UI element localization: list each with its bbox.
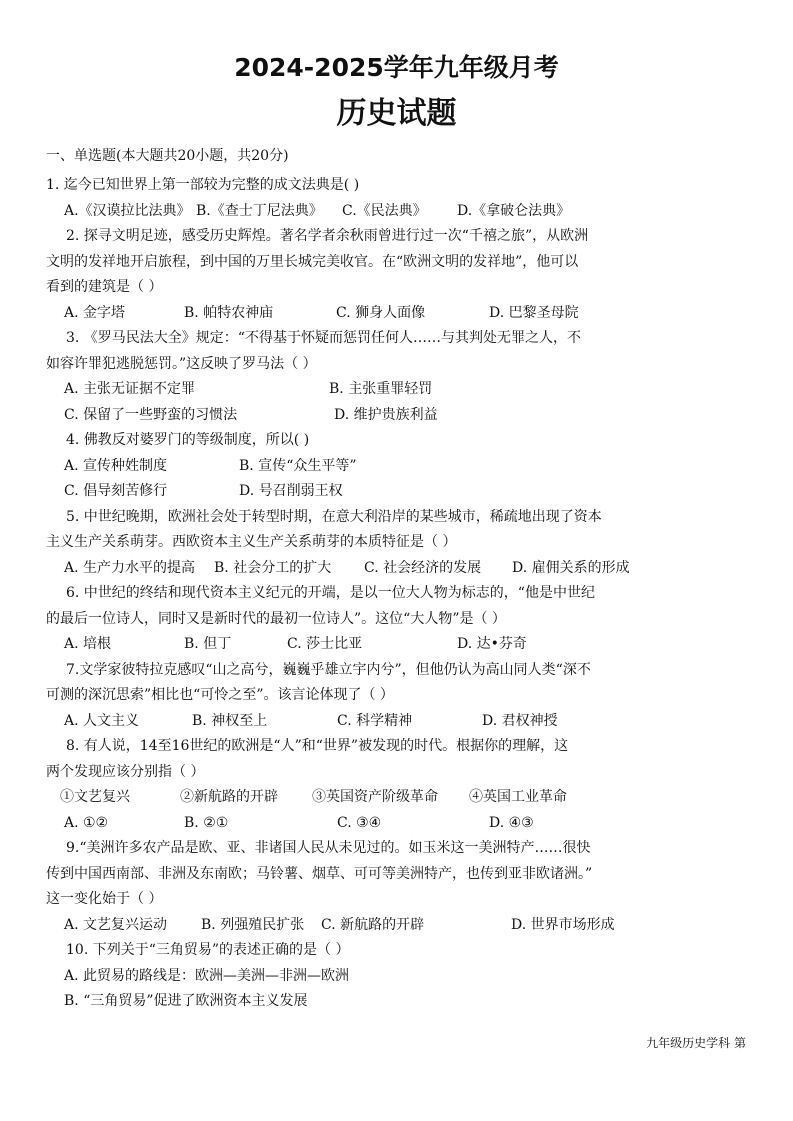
question-list — [46, 173, 746, 1015]
exam-title: 2024-2025学年九年级月考 — [234, 53, 559, 82]
question-stem-line: 5. 中世纪晚期，欧洲社会处于转型时期，在意大利沿岸的某些城市，稀疏地出现了资本 — [66, 508, 602, 525]
question-stem-line: 主义生产关系萌芽。西欧资本主义生产关系萌芽的本质特征是（ ） — [46, 534, 457, 550]
option-b: B. 主张重罪轻罚 — [329, 381, 433, 397]
question-stem-line: 4. 佛教反对婆罗门的等级制度，所以( ) — [66, 432, 310, 448]
question-stem-line: 1. 迄今已知世界上第一部较为完整的成文法典是( ) — [46, 177, 360, 193]
statement-4: ④英国工业革命 — [469, 789, 567, 805]
question-2 — [46, 224, 746, 326]
question-6 — [46, 581, 746, 658]
exam-subtitle: 历史试题 — [336, 96, 457, 131]
option-b: B. 神权至上 — [192, 712, 268, 729]
statement-2: ②新航路的开辟 — [180, 789, 278, 805]
statement-3: ③英国资产阶级革命 — [312, 789, 438, 805]
question-stem-line: 的最后一位诗人，同时又是新时代的最初一位诗人”。这位“大人物”是（ ） — [46, 610, 506, 627]
question-stem-line: 8. 有人说，14至16世纪的欧洲是“人”和“世界”被发现的时代。根据你的理解，这 — [66, 738, 569, 754]
question-5 — [46, 505, 746, 582]
question-stem-line: 9.“美洲许多农产品是欧、亚、非诸国人民从未见过的。如玉米这一美洲特产……很快 — [66, 840, 591, 856]
question-stem-line: 这一变化始于（ ） — [46, 891, 163, 907]
question-stem-line: 10. 下列关于“三角贸易”的表述正确的是（ ） — [66, 942, 350, 958]
option-row — [46, 964, 746, 990]
question-7 — [46, 658, 746, 735]
option-row — [46, 632, 746, 658]
option-d: D. 维护贵族利益 — [334, 406, 438, 423]
option-d: D. 达•芬奇 — [457, 636, 527, 652]
option-b: B. ②① — [184, 814, 229, 831]
question-stem-line: 传到中国西南部、非洲及东南欧；马铃薯、烟草、可可等美洲特产，也传到亚非欧诸洲。” — [46, 865, 593, 882]
option-d: D. 世界市场形成 — [511, 916, 615, 933]
option-b: B. 但丁 — [184, 636, 232, 652]
option-a: A.《汉谟拉比法典》 — [64, 202, 191, 219]
page-footer: 九年级历史学科 第 — [646, 1036, 746, 1050]
statement-row — [46, 785, 746, 811]
option-b: B. 宣传“众生平等” — [239, 457, 357, 474]
option-a: A. 培根 — [64, 636, 112, 652]
question-4 — [46, 428, 746, 505]
option-c: C.《民法典》 — [342, 202, 427, 219]
option-a: A. 主张无证据不定罪 — [64, 381, 196, 397]
option-b: B. “三角贸易”促进了欧洲资本主义发展 — [64, 993, 308, 1009]
option-d: D. 雇佣关系的形成 — [512, 559, 630, 576]
option-row — [46, 403, 746, 429]
option-c: C. 科学精神 — [337, 712, 413, 729]
option-a: A. 此贸易的路线是：欧洲—美洲—非洲—欧洲 — [64, 967, 350, 984]
question-stem-line: 可测的深沉思索”相比也“可怜之至”。该言论体现了（ ） — [46, 687, 394, 703]
question-8 — [46, 734, 746, 836]
question-stem-line: 文明的发祥地开启旅程，到中国的万里长城完美收官。在“欧洲文明的发祥地”，他可以 — [46, 253, 579, 270]
option-row — [46, 454, 746, 480]
statement-1: ①文艺复兴 — [60, 789, 130, 805]
question-stem-line: 看到的建筑是（ ） — [46, 279, 163, 295]
option-row — [46, 913, 746, 939]
option-c: C. 莎士比亚 — [287, 636, 363, 652]
option-c: C. 倡导刻苦修行 — [64, 483, 168, 499]
question-stem-line: 如容许罪犯逃脱惩罚。”这反映了罗马法（ ） — [46, 355, 317, 372]
option-row — [46, 709, 746, 735]
option-row — [46, 377, 746, 403]
option-d: D. 君权神授 — [482, 712, 558, 729]
option-d: D.《拿破仑法典》 — [457, 202, 571, 219]
option-row — [46, 301, 746, 327]
option-a: A. ①② — [64, 814, 109, 831]
section-heading: 一、单选题(本大题共20小题，共20分) — [46, 148, 289, 164]
option-c: C. 新航路的开辟 — [321, 916, 425, 933]
option-b: B. 社会分工的扩大 — [214, 559, 332, 576]
option-c: C. 狮身人面像 — [336, 304, 426, 321]
option-a: A. 文艺复兴运动 — [64, 916, 168, 933]
question-stem-line: 7.文学家彼特拉克感叹“山之高兮，巍巍乎雄立宇内兮”，但他仍认为高山同人类“深不 — [66, 661, 591, 678]
option-a: A. 金字塔 — [64, 304, 126, 321]
option-c: C. ③④ — [337, 814, 382, 831]
question-3 — [46, 326, 746, 428]
option-b: B. 帕特农神庙 — [184, 304, 274, 321]
option-row — [46, 556, 746, 582]
option-row — [46, 989, 746, 1015]
option-a: A. 宣传种姓制度 — [64, 457, 168, 474]
option-a: A. 生产力水平的提高 — [64, 559, 196, 576]
question-stem-line: 2. 探寻文明足迹，感受历史辉煌。著名学者余秋雨曾进行过一次“千禧之旅”，从欧洲 — [66, 228, 589, 244]
option-c: C. 社会经济的发展 — [364, 559, 482, 576]
question-stem-line: 两个发现应该分别指（ ） — [46, 763, 205, 780]
option-d: D. ④③ — [489, 814, 534, 831]
option-b: B. 列强殖民扩张 — [201, 916, 305, 933]
option-b: B.《查士丁尼法典》 — [196, 202, 323, 219]
option-row — [46, 811, 746, 837]
question-stem-line: 3. 《罗马民法大全》规定：“不得基于怀疑而惩罚任何人……与其判处无罪之人，不 — [66, 330, 581, 346]
question-9 — [46, 836, 746, 938]
option-row — [46, 199, 746, 225]
option-row — [46, 479, 746, 505]
question-stem-line: 6. 中世纪的终结和现代资本主义纪元的开端，是以一位大人物为标志的，“他是中世纪 — [66, 585, 595, 601]
question-10 — [46, 938, 746, 1015]
option-a: A. 人文主义 — [64, 712, 140, 729]
option-c: C. 保留了一些野蛮的习惯法 — [64, 406, 238, 423]
question-1 — [46, 173, 746, 224]
option-d: D. 巴黎圣母院 — [489, 304, 579, 321]
option-d: D. 号召削弱王权 — [239, 483, 343, 499]
